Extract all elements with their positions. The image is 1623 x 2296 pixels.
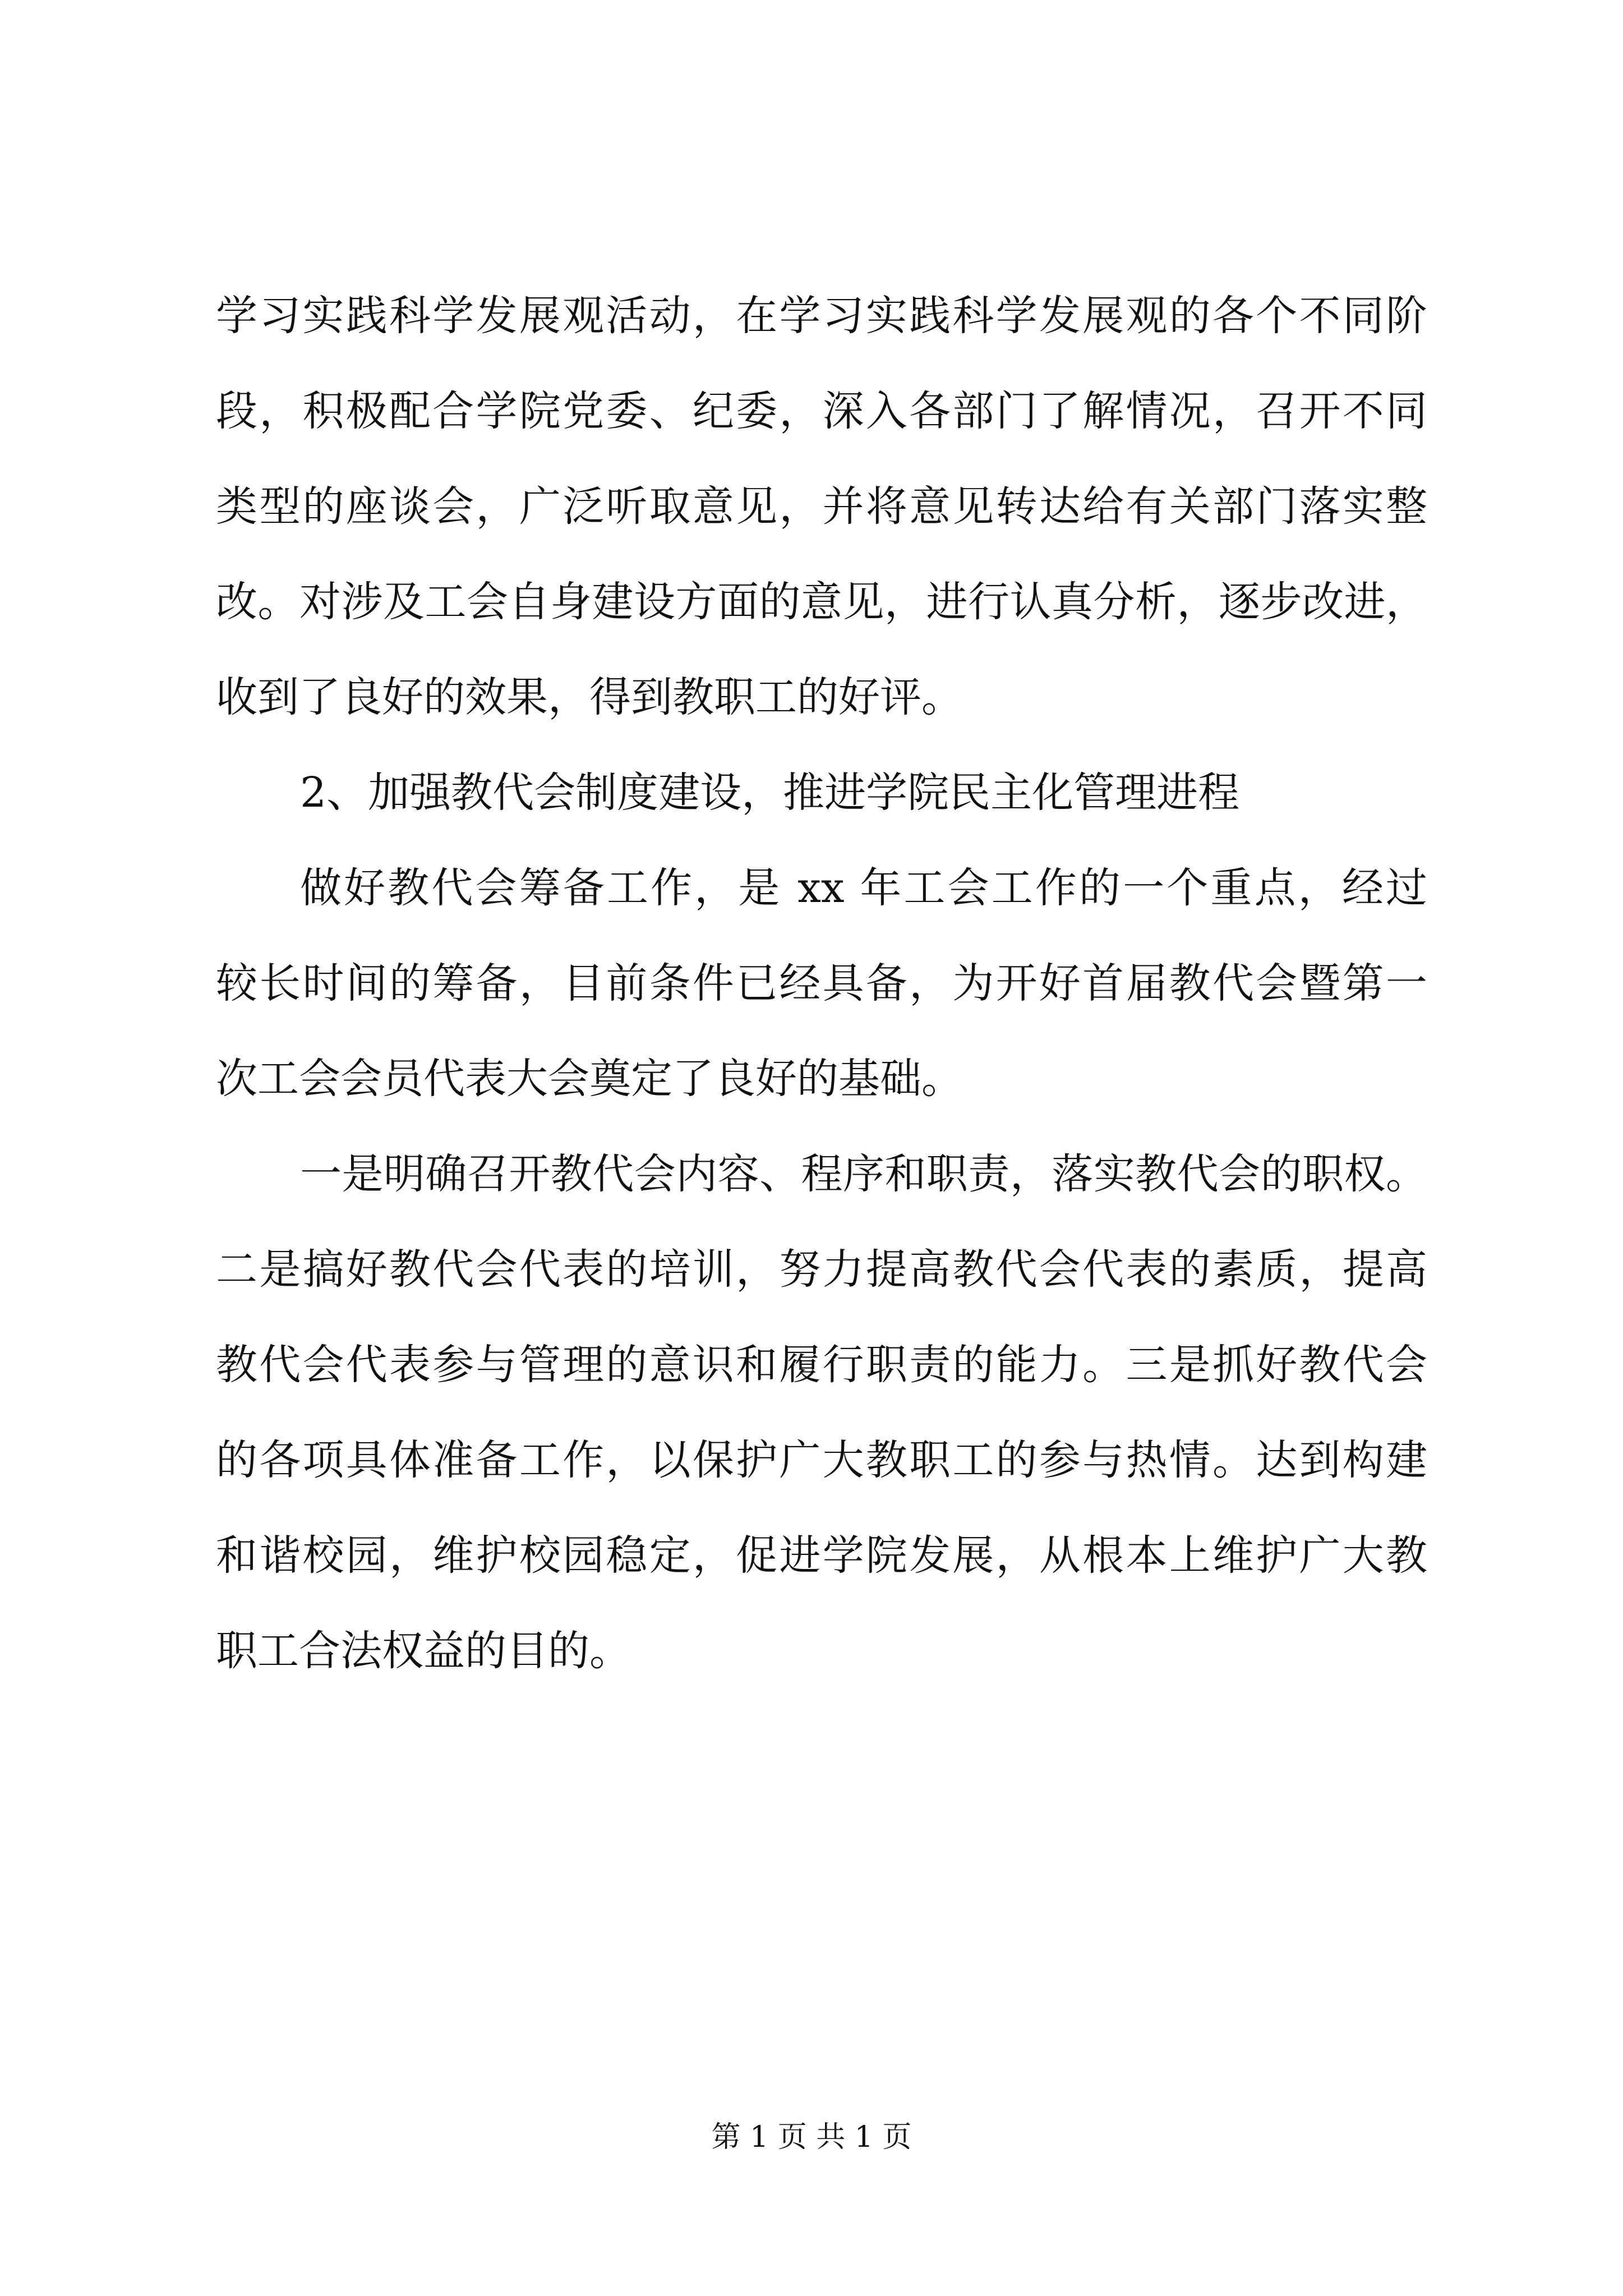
page-number-footer: 第 1 页 共 1 页 — [711, 2120, 912, 2154]
text-line: 类型的座谈会，广泛听取意见，并将意见转达给有关部门落实整 — [216, 482, 1427, 531]
text-line: 和谐校园，维护校园稳定，促进学院发展，从根本上维护广大教 — [216, 1531, 1427, 1580]
text-line: 改。对涉及工会自身建设方面的意见，进行认真分析，逐步改进， — [216, 578, 1427, 626]
text-line: 做好教代会筹备工作，是 xx 年工会工作的一个重点，经过 — [300, 864, 1427, 912]
text-line: 职工合法权益的目的。 — [216, 1627, 631, 1675]
text-line: 次工会会员代表大会奠定了良好的基础。 — [216, 1055, 963, 1103]
text-line: 的各项具体准备工作，以保护广大教职工的参与热情。达到构建 — [216, 1436, 1427, 1484]
section-heading: 2、加强教代会制度建设，推进学院民主化管理进程 — [300, 769, 1240, 817]
document-body — [216, 268, 1427, 1699]
text-line: 一是明确召开教代会内容、程序和职责，落实教代会的职权。 — [300, 1150, 1427, 1198]
text-line: 段，积极配合学院党委、纪委，深入各部门了解情况，召开不同 — [216, 387, 1427, 435]
text-line: 教代会代表参与管理的意识和履行职责的能力。三是抓好教代会 — [216, 1341, 1427, 1389]
text-line: 二是搞好教代会代表的培训，努力提高教代会代表的素质，提高 — [216, 1245, 1427, 1294]
text-line: 学习实践科学发展观活动，在学习实践科学发展观的各个不同阶 — [216, 292, 1427, 340]
text-line: 收到了良好的效果，得到教职工的好评。 — [216, 673, 963, 721]
text-line: 较长时间的筹备，目前条件已经具备，为开好首届教代会暨第一 — [216, 959, 1427, 1007]
